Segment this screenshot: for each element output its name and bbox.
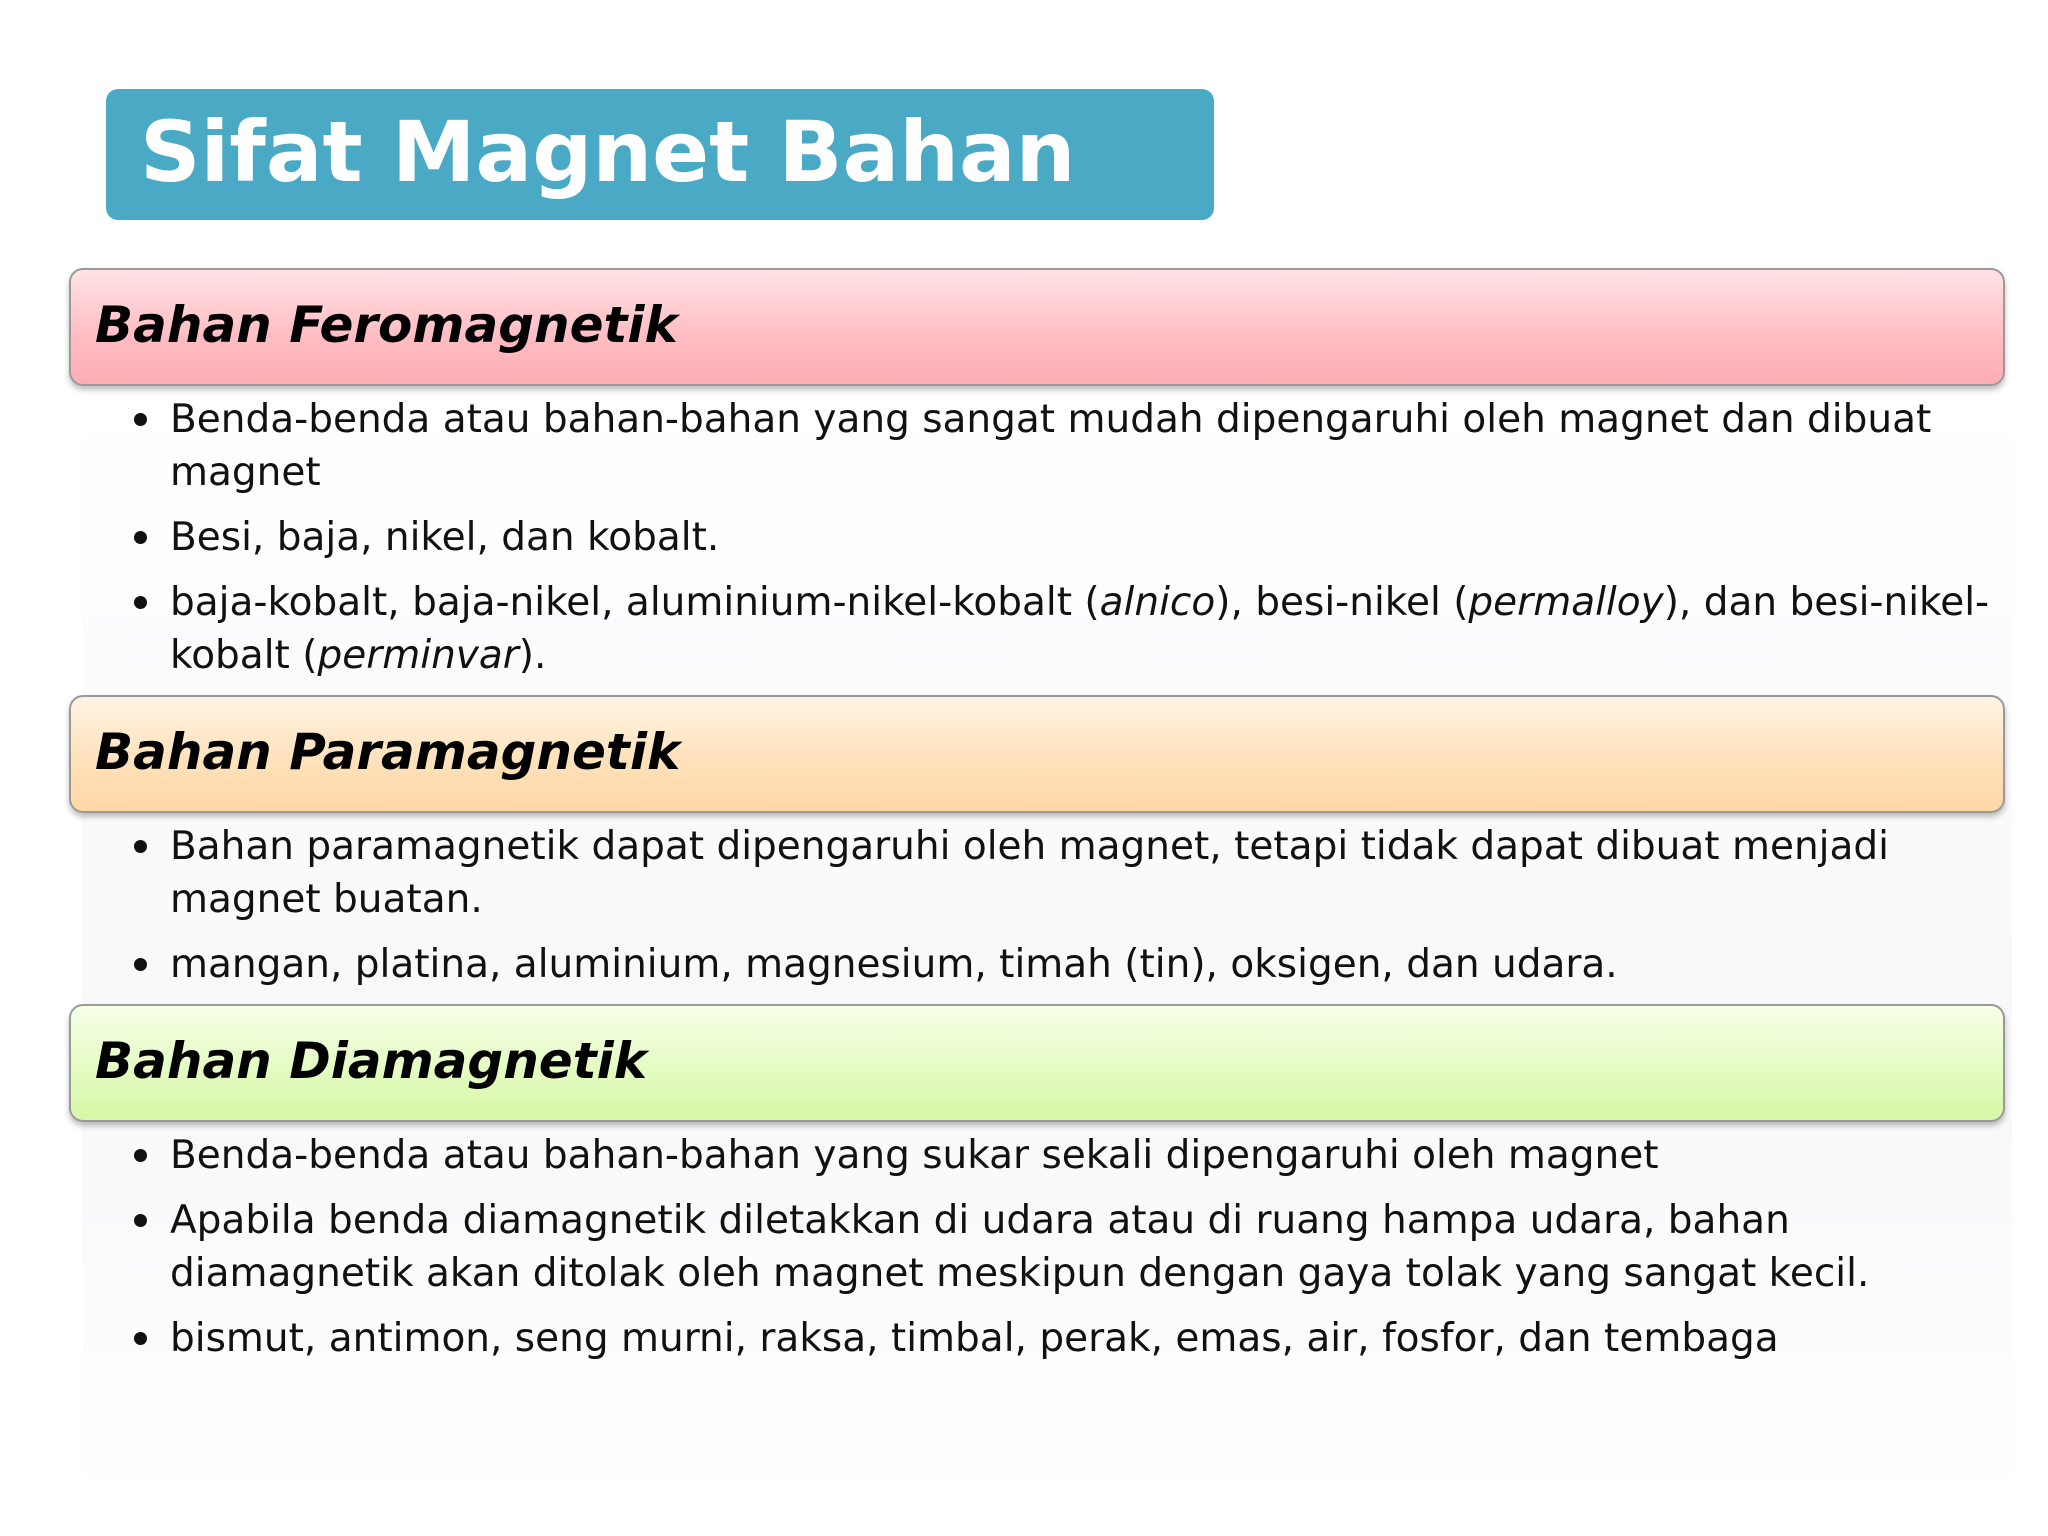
bullet-item bbox=[130, 576, 1990, 682]
bullet-dot-icon bbox=[134, 840, 147, 853]
bullet-dot-icon bbox=[134, 1332, 147, 1345]
bullet-item bbox=[130, 393, 1990, 499]
section-heading: Bahan Diamagnetik bbox=[95, 1032, 648, 1090]
section-heading: Bahan Feromagnetik bbox=[95, 296, 678, 354]
bullet-text: ). bbox=[518, 633, 547, 678]
bullet-item bbox=[130, 938, 1990, 991]
bullet-item bbox=[130, 1129, 1990, 1182]
bullet-text: Bahan paramagnetik dapat dipengaruhi oleh magnet, tetapi tidak dapat dibuat menjadi magnet buatan. bbox=[170, 824, 1890, 922]
title-banner bbox=[106, 89, 1214, 220]
bullet-list-paramagnetik bbox=[130, 820, 1990, 1003]
section-heading: Bahan Paramagnetik bbox=[95, 723, 681, 781]
bullet-dot-icon bbox=[134, 1214, 147, 1227]
section-header-feromagnetik bbox=[69, 268, 2005, 386]
bullet-text: Apabila benda diamagnetik diletakkan di udara atau di ruang hampa udara, bahan diamagnetik akan ditolak oleh magnet meskipun dengan gaya tolak yang sangat kecil. bbox=[170, 1198, 1870, 1296]
bullet-item bbox=[130, 1194, 1990, 1300]
bullet-dot-icon bbox=[134, 413, 147, 426]
bullet-dot-icon bbox=[134, 958, 147, 971]
bullet-text: ), besi-nikel ( bbox=[1215, 580, 1469, 625]
bullet-text: baja-kobalt, baja-nikel, aluminium-nikel-kobalt ( bbox=[170, 580, 1100, 625]
bullet-item bbox=[130, 1312, 1990, 1365]
bullet-dot-icon bbox=[134, 1149, 147, 1162]
bullet-text: ), dan besi-nikel-kobalt ( bbox=[170, 580, 1990, 678]
bullet-text-italic: perminvar bbox=[317, 633, 519, 678]
bullet-text-italic: permalloy bbox=[1468, 580, 1664, 625]
bullet-text-italic: alnico bbox=[1099, 580, 1216, 625]
bullet-list-feromagnetik bbox=[130, 393, 1990, 694]
section-header-diamagnetik bbox=[69, 1004, 2005, 1122]
bullet-dot-icon bbox=[134, 596, 147, 609]
bullet-text: Besi, baja, nikel, dan kobalt. bbox=[170, 515, 720, 560]
slide-title: Sifat Magnet Bahan bbox=[140, 102, 1076, 201]
bullet-text: bismut, antimon, seng murni, raksa, timbal, perak, emas, air, fosfor, dan tembaga bbox=[170, 1316, 1779, 1361]
bullet-item bbox=[130, 820, 1990, 926]
bullet-text: Benda-benda atau bahan-bahan yang sangat mudah dipengaruhi oleh magnet dan dibuat magnet bbox=[170, 397, 1932, 495]
bullet-text: mangan, platina, aluminium, magnesium, timah (tin), oksigen, dan udara. bbox=[170, 942, 1618, 987]
section-header-paramagnetik bbox=[69, 695, 2005, 813]
bullet-item bbox=[130, 511, 1990, 564]
bullet-list-diamagnetik bbox=[130, 1129, 1990, 1377]
bullet-dot-icon bbox=[134, 531, 147, 544]
bullet-text: Benda-benda atau bahan-bahan yang sukar sekali dipengaruhi oleh magnet bbox=[170, 1133, 1659, 1178]
